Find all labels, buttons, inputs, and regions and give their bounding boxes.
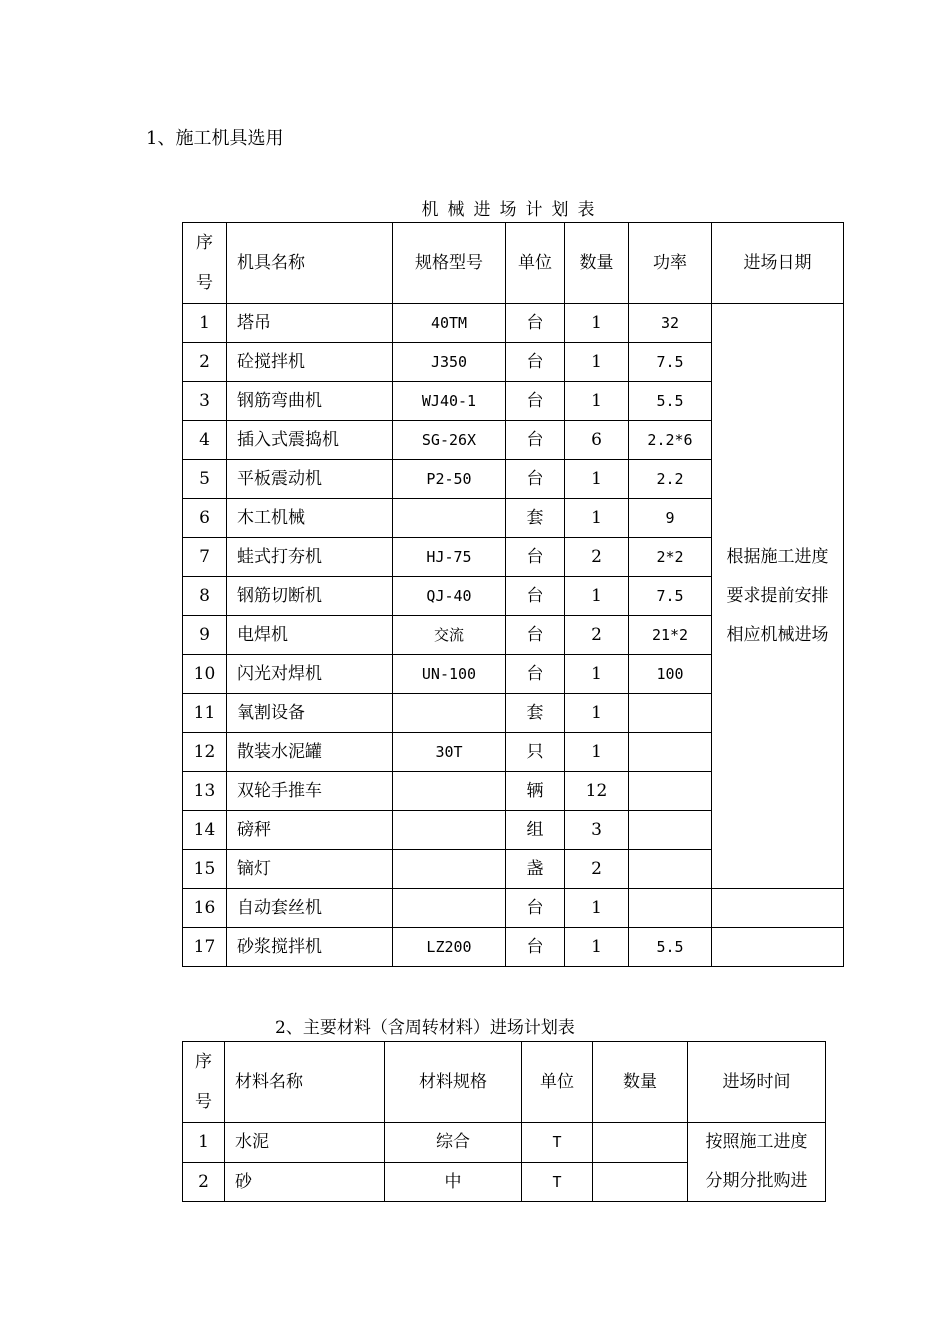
power-cell: 2*2 <box>629 538 712 577</box>
seq-cell: 7 <box>183 538 227 577</box>
unit-cell: T <box>522 1123 593 1163</box>
header-name: 材料名称 <box>225 1042 385 1123</box>
unit-cell: 套 <box>506 499 565 538</box>
power-cell <box>629 811 712 850</box>
table-row <box>183 304 844 343</box>
header-name: 机具名称 <box>227 223 393 304</box>
header-qty: 数量 <box>593 1042 688 1123</box>
spec-cell <box>393 694 506 733</box>
power-cell <box>629 694 712 733</box>
qty-cell <box>593 1123 688 1163</box>
table-header-row <box>183 1042 826 1123</box>
qty-cell: 1 <box>565 382 629 421</box>
name-cell: 砂浆搅拌机 <box>227 928 393 967</box>
spec-cell <box>393 772 506 811</box>
unit-cell: 套 <box>506 694 565 733</box>
power-cell: 21*2 <box>629 616 712 655</box>
date-note-cell-line: 根据施工进度 <box>726 546 829 567</box>
spec-cell <box>393 850 506 889</box>
spec-cell: WJ40-1 <box>393 382 506 421</box>
power-cell <box>629 772 712 811</box>
name-cell: 电焊机 <box>227 616 393 655</box>
date-note-cell-line: 相应机械进场 <box>726 624 829 645</box>
seq-cell: 6 <box>183 499 227 538</box>
unit-cell: 台 <box>506 343 565 382</box>
header-date: 进场日期 <box>712 223 844 304</box>
material-table-caption: 2、主要材料（含周转材料）进场计划表 <box>275 1018 575 1038</box>
name-cell: 砂 <box>225 1162 385 1202</box>
power-cell: 32 <box>629 304 712 343</box>
name-cell: 蛙式打夯机 <box>227 538 393 577</box>
qty-cell: 1 <box>565 928 629 967</box>
name-cell: 自动套丝机 <box>227 889 393 928</box>
table-row <box>183 889 844 928</box>
name-cell: 插入式震捣机 <box>227 421 393 460</box>
spec-cell: P2-50 <box>393 460 506 499</box>
seq-cell: 12 <box>183 733 227 772</box>
machine-plan-table <box>182 222 844 967</box>
unit-cell: 台 <box>506 928 565 967</box>
time-note-cell-line: 分期分批购进 <box>705 1171 808 1191</box>
section-heading: 1、施工机具选用 <box>146 128 284 149</box>
seq-cell: 5 <box>183 460 227 499</box>
qty-cell: 1 <box>565 304 629 343</box>
unit-cell: 台 <box>506 889 565 928</box>
name-cell: 平板震动机 <box>227 460 393 499</box>
date-cell <box>712 928 844 967</box>
name-cell: 砼搅拌机 <box>227 343 393 382</box>
spec-cell: 综合 <box>385 1123 522 1163</box>
power-cell: 2.2*6 <box>629 421 712 460</box>
qty-cell: 6 <box>565 421 629 460</box>
qty-cell: 2 <box>565 538 629 577</box>
seq-cell: 1 <box>183 1123 225 1163</box>
seq-cell: 1 <box>183 304 227 343</box>
table-header-row <box>183 223 844 304</box>
power-cell: 5.5 <box>629 382 712 421</box>
qty-cell: 1 <box>565 343 629 382</box>
header-power: 功率 <box>629 223 712 304</box>
seq-cell: 10 <box>183 655 227 694</box>
header-spec: 规格型号 <box>393 223 506 304</box>
unit-cell: 台 <box>506 577 565 616</box>
unit-cell: 台 <box>506 460 565 499</box>
unit-cell: 只 <box>506 733 565 772</box>
spec-cell: J350 <box>393 343 506 382</box>
power-cell <box>629 850 712 889</box>
power-cell: 9 <box>629 499 712 538</box>
header-qty: 数量 <box>565 223 629 304</box>
time-note-cell-line: 按照施工进度 <box>705 1132 808 1152</box>
seq-cell: 11 <box>183 694 227 733</box>
qty-cell: 1 <box>565 655 629 694</box>
name-cell: 双轮手推车 <box>227 772 393 811</box>
unit-cell: T <box>522 1162 593 1202</box>
name-cell: 钢筋弯曲机 <box>227 382 393 421</box>
unit-cell: 台 <box>506 304 565 343</box>
qty-cell: 12 <box>565 772 629 811</box>
power-cell: 2.2 <box>629 460 712 499</box>
name-cell: 镝灯 <box>227 850 393 889</box>
unit-cell: 台 <box>506 382 565 421</box>
qty-cell: 2 <box>565 850 629 889</box>
qty-cell: 3 <box>565 811 629 850</box>
date-note-cell-line: 要求提前安排 <box>726 585 829 606</box>
power-cell: 7.5 <box>629 577 712 616</box>
spec-cell: 40TM <box>393 304 506 343</box>
header-seq: 序 号 <box>183 1042 225 1123</box>
seq-cell: 9 <box>183 616 227 655</box>
header-unit: 单位 <box>506 223 565 304</box>
seq-cell: 16 <box>183 889 227 928</box>
spec-cell <box>393 811 506 850</box>
seq-cell: 17 <box>183 928 227 967</box>
power-cell: 5.5 <box>629 928 712 967</box>
unit-cell: 台 <box>506 655 565 694</box>
qty-cell: 1 <box>565 460 629 499</box>
qty-cell: 1 <box>565 694 629 733</box>
unit-cell: 组 <box>506 811 565 850</box>
seq-cell: 4 <box>183 421 227 460</box>
seq-cell: 2 <box>183 343 227 382</box>
table-row <box>183 928 844 967</box>
spec-cell: 交流 <box>393 616 506 655</box>
unit-cell: 台 <box>506 538 565 577</box>
spec-cell: 30T <box>393 733 506 772</box>
name-cell: 闪光对焊机 <box>227 655 393 694</box>
qty-cell <box>593 1162 688 1202</box>
spec-cell <box>393 499 506 538</box>
name-cell: 磅秤 <box>227 811 393 850</box>
spec-cell: LZ200 <box>393 928 506 967</box>
spec-cell: UN-100 <box>393 655 506 694</box>
unit-cell: 台 <box>506 616 565 655</box>
name-cell: 水泥 <box>225 1123 385 1163</box>
header-time: 进场时间 <box>688 1042 826 1123</box>
unit-cell: 盏 <box>506 850 565 889</box>
date-note-cell <box>712 304 844 889</box>
name-cell: 钢筋切断机 <box>227 577 393 616</box>
power-cell: 7.5 <box>629 343 712 382</box>
qty-cell: 1 <box>565 577 629 616</box>
spec-cell: HJ-75 <box>393 538 506 577</box>
power-cell <box>629 733 712 772</box>
power-cell: 100 <box>629 655 712 694</box>
time-note-cell <box>688 1123 826 1202</box>
name-cell: 木工机械 <box>227 499 393 538</box>
seq-cell: 2 <box>183 1162 225 1202</box>
material-plan-table <box>182 1041 826 1202</box>
qty-cell: 2 <box>565 616 629 655</box>
seq-cell: 15 <box>183 850 227 889</box>
seq-cell: 8 <box>183 577 227 616</box>
seq-cell: 14 <box>183 811 227 850</box>
qty-cell: 1 <box>565 889 629 928</box>
name-cell: 塔吊 <box>227 304 393 343</box>
date-cell <box>712 889 844 928</box>
power-cell <box>629 889 712 928</box>
spec-cell: SG-26X <box>393 421 506 460</box>
spec-cell <box>393 889 506 928</box>
table-row <box>183 1123 826 1163</box>
name-cell: 氧割设备 <box>227 694 393 733</box>
name-cell: 散装水泥罐 <box>227 733 393 772</box>
header-seq: 序 号 <box>183 223 227 304</box>
unit-cell: 台 <box>506 421 565 460</box>
seq-cell: 3 <box>183 382 227 421</box>
seq-cell: 13 <box>183 772 227 811</box>
header-spec: 材料规格 <box>385 1042 522 1123</box>
unit-cell: 辆 <box>506 772 565 811</box>
spec-cell: QJ-40 <box>393 577 506 616</box>
header-unit: 单位 <box>522 1042 593 1123</box>
machine-table-caption: 机械进场计划表 <box>421 200 604 220</box>
qty-cell: 1 <box>565 733 629 772</box>
spec-cell: 中 <box>385 1162 522 1202</box>
qty-cell: 1 <box>565 499 629 538</box>
